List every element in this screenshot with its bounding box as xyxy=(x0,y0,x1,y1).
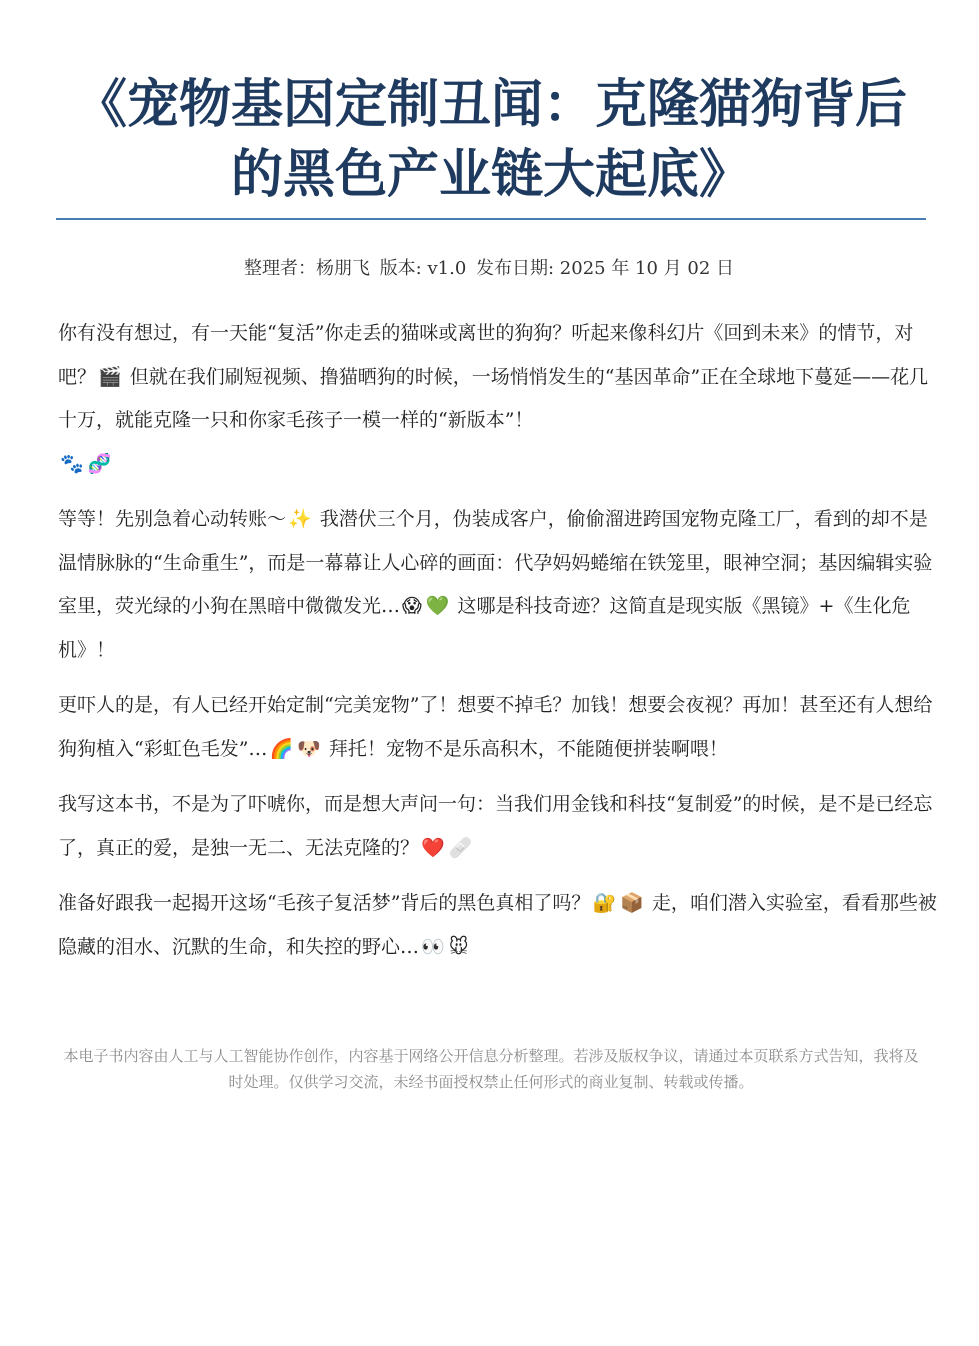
dna-icon: 🧬 xyxy=(87,452,112,475)
green-heart-icon: 💚 xyxy=(425,595,450,617)
paragraph-2 xyxy=(58,498,938,672)
sparkles-icon: ✨ xyxy=(288,508,312,530)
paragraph-1-text: 你有没有想过，有一天能“复活”你走丢的猫咪或离世的狗狗？听起来像科幻片《回到未来》的情节，对吧？ xyxy=(58,322,914,388)
mouse-face-icon: 🐭 xyxy=(448,935,469,958)
red-heart-icon: ❤️ xyxy=(421,836,445,859)
eyes-icon: 👀 xyxy=(421,935,445,958)
paragraph-4-text: 我写这本书，不是为了吓唬你，而是想大声问一句：当我们用金钱和科技“复制爱”的时候，是不是已经忘了，真正的爱，是独一无二、无法克隆的？ xyxy=(58,793,933,859)
bandage-icon: 🩹 xyxy=(448,836,473,859)
dog-face-icon: 🐶 xyxy=(297,737,321,760)
release-date-label: 发布日期: 2025 年 10 月 02 日 xyxy=(476,258,735,279)
document-meta xyxy=(56,255,926,283)
document-title: 《宠物基因定制丑闻：克隆猫狗背后的黑色产业链大起底》 xyxy=(74,75,907,205)
rainbow-icon: 🌈 xyxy=(269,737,294,760)
paragraph-3 xyxy=(58,684,938,771)
paragraph-3-text-2: 拜托！宠物不是乐高积木，不能随便拼装啊喂！ xyxy=(328,737,728,760)
paragraph-2-text-2: 我潜伏三个月，伪装成客户，偷偷溜进跨国宠物克隆工厂，看到的却不是温情脉脉的“生命重生”，而是一幕幕让人心碎的画面：代孕妈妈蜷缩在铁笼里，眼神空洞；基因编辑实验室里，荧光绿的小狗在黑暗中微微发光… xyxy=(58,508,933,617)
paragraph-3-text: 更吓人的是，有人已经开始定制“完美宠物”了！想要不掉毛？加钱！想要会夜视？再加！甚至还有人想给狗狗植入“彩虹色毛发”… xyxy=(58,694,933,760)
version-label: 版本: v1.0 xyxy=(379,258,467,279)
document-body xyxy=(58,312,938,981)
paragraph-2-text-3: 这哪是科技奇迹？这简直是现实版《黑镜》+《生化危机》！ xyxy=(58,595,911,661)
paragraph-5-text: 准备好跟我一起揭开这场“毛孩子复活梦”背后的黑色真相了吗？ xyxy=(58,892,591,914)
paragraph-5 xyxy=(58,882,938,969)
paragraph-2-text: 等等！先别急着心动转账～ xyxy=(58,508,287,530)
paragraph-1-text-2: 但就在我们刷短视频、撸猫晒狗的时候，一场悄悄发生的“基因革命”正在全球地下蔓延——花几十万，就能克隆一只和你家毛孩子一模一样的“新版本”！ xyxy=(58,365,929,431)
paragraph-5-text-2: 走，咱们潜入实验室，看看那些被隐藏的泪水、沉默的生命，和失控的野心… xyxy=(58,892,937,958)
paw-prints-icon: 🐾 xyxy=(60,452,84,475)
copyright-notice: 本电子书内容由人工与人工智能协作创作，内容基于网络公开信息分析整理。若涉及版权争议，请通过本页联系方式告知，我将及时处理。仅供学习交流，未经书面授权禁止任何形式的商业复制、转载或传播。 xyxy=(63,1047,919,1091)
package-icon: 📦 xyxy=(620,892,644,914)
title-divider xyxy=(56,218,926,220)
screaming-face-icon: 😱 xyxy=(402,595,422,617)
editor-label: 整理者：杨朋飞 xyxy=(243,258,370,279)
paragraph-4 xyxy=(58,783,938,870)
paragraph-1 xyxy=(58,312,938,486)
locked-with-key-icon: 🔐 xyxy=(592,892,617,914)
clapper-board-icon: 🎬 xyxy=(98,365,122,388)
